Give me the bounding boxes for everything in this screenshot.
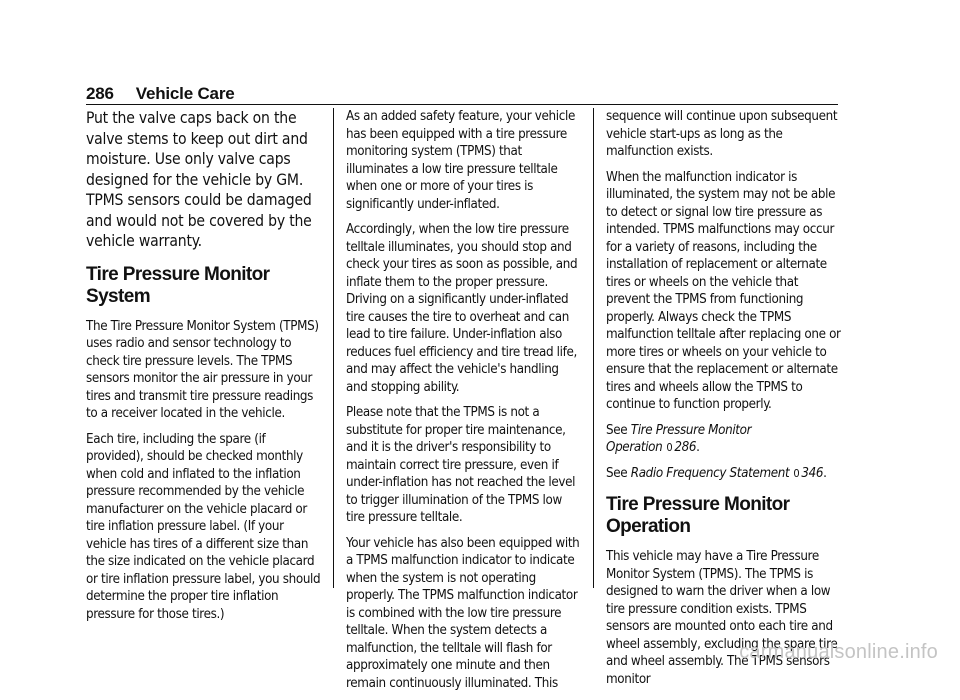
see-prefix: See xyxy=(606,465,628,481)
paragraph: Your vehicle has also been equipped with a TPMS malfunction indicator to indicate when the system is not operating properly. The TPMS malfunction indicator is combined with the low tire pressure telltale. When the system detects a malfunction, the telltale will flash for approximately one minute and then remain continuously illuminated. This xyxy=(346,535,580,691)
header-rule xyxy=(86,104,838,105)
cross-reference-title[interactable]: Radio Frequency Statement xyxy=(630,465,790,481)
section-heading-tpms: Tire Pressure Monitor System xyxy=(86,263,270,307)
cross-reference-tpms-operation[interactable] xyxy=(606,422,842,457)
column-3 xyxy=(606,108,842,696)
cross-reference-page[interactable]: 346 xyxy=(801,465,824,481)
watermark: carmanualsonline.info xyxy=(739,641,938,663)
page-ref-arrow-icon: 0 xyxy=(666,441,673,454)
column-divider xyxy=(593,108,594,588)
column-divider xyxy=(333,108,334,588)
paragraph: This vehicle may have a Tire Pressure Monitor System (TPMS). The TPMS is designed to warn the driver when a low tire pressure condition exists. TPMS sensors are mounted onto each tire and wheel assembly, excluding the spare tire and wheel assembly. The TPMS sensors monitor xyxy=(606,549,838,687)
paragraph: The Tire Pressure Monitor System (TPMS) uses radio and sensor technology to check tire pressure levels. The TPMS sensors monitor the air pressure in your tires and transmit tire pressure readings to a receiver located in the vehicle. xyxy=(86,318,319,421)
page-ref-arrow-icon: 0 xyxy=(793,466,800,480)
page-header xyxy=(86,84,235,104)
punctuation: . xyxy=(823,465,827,481)
punctuation: . xyxy=(696,440,700,455)
cross-reference-page[interactable]: 286 xyxy=(674,440,697,455)
paragraph: Each tire, including the spare (if provided), should be checked monthly when cold and inflated to the inflation pressure recommended by the vehicle manufacturer on the vehicle placard or tire inflation pressure label. (If your vehicle has tires of a different size than the size indicated on the vehicle placard or tire inflation pressure label, you should determine the proper tire inflation pressure for those tires.) xyxy=(86,431,321,622)
section-heading-tpms-operation: Tire Pressure Monitor Operation xyxy=(606,494,790,537)
paragraph: Please note that the TPMS is not a substitute for proper tire maintenance, and it is the driver's responsibility to maintain correct tire pressure, even if under-inflation has not reached the level to trigger illumination of the TPMS low tire pressure telltale. xyxy=(346,405,576,525)
paragraph: When the malfunction indicator is illuminated, the system may not be able to detect or signal low tire pressure as intended. TPMS malfunctions may occur for a variety of reasons, including the installation of replacement or alternate tires or wheels on the vehicle that prevent the TPMS from functioning properly. Always check the TPMS malfunction telltale after replacing one or more tires or wheels on your vehicle to ensure that the replacement or alternate tires and wheels allow the TPMS to continue to function properly. xyxy=(606,169,841,412)
column-1 xyxy=(86,108,322,631)
paragraph: Accordingly, when the low tire pressure telltale illuminates, you should stop and check your tires as soon as possible, and inflate them to the proper pressure. Driving on a significantly under-inflated tire causes the tire to overheat and can lead to tire failure. Under-inflation also reduces fuel efficiency and tire tread life, and may affect the vehicle's handling and stopping ability. xyxy=(346,222,578,395)
cross-reference-title[interactable]: Tire Pressure Monitor Operation xyxy=(606,422,752,455)
paragraph: As an added safety feature, your vehicle has been equipped with a tire pressure monitoring system (TPMS) that illuminates a low tire pressure telltale when one or more of your tires is significantly under-inflated. xyxy=(346,109,575,212)
column-2 xyxy=(346,108,582,700)
see-prefix: See xyxy=(606,422,628,438)
lead-paragraph: Put the valve caps back on the valve stems to keep out dirt and moisture. Use only valve caps designed for the vehicle by GM. TPMS sensors could be damaged and would not be covered by the vehicle warranty. xyxy=(86,109,312,250)
section-title: Vehicle Care xyxy=(135,84,235,103)
page-number: 286 xyxy=(86,84,114,103)
paragraph: sequence will continue upon subsequent vehicle start-ups as long as the malfunction exists. xyxy=(606,109,838,159)
cross-reference-radio-frequency[interactable] xyxy=(606,465,842,483)
